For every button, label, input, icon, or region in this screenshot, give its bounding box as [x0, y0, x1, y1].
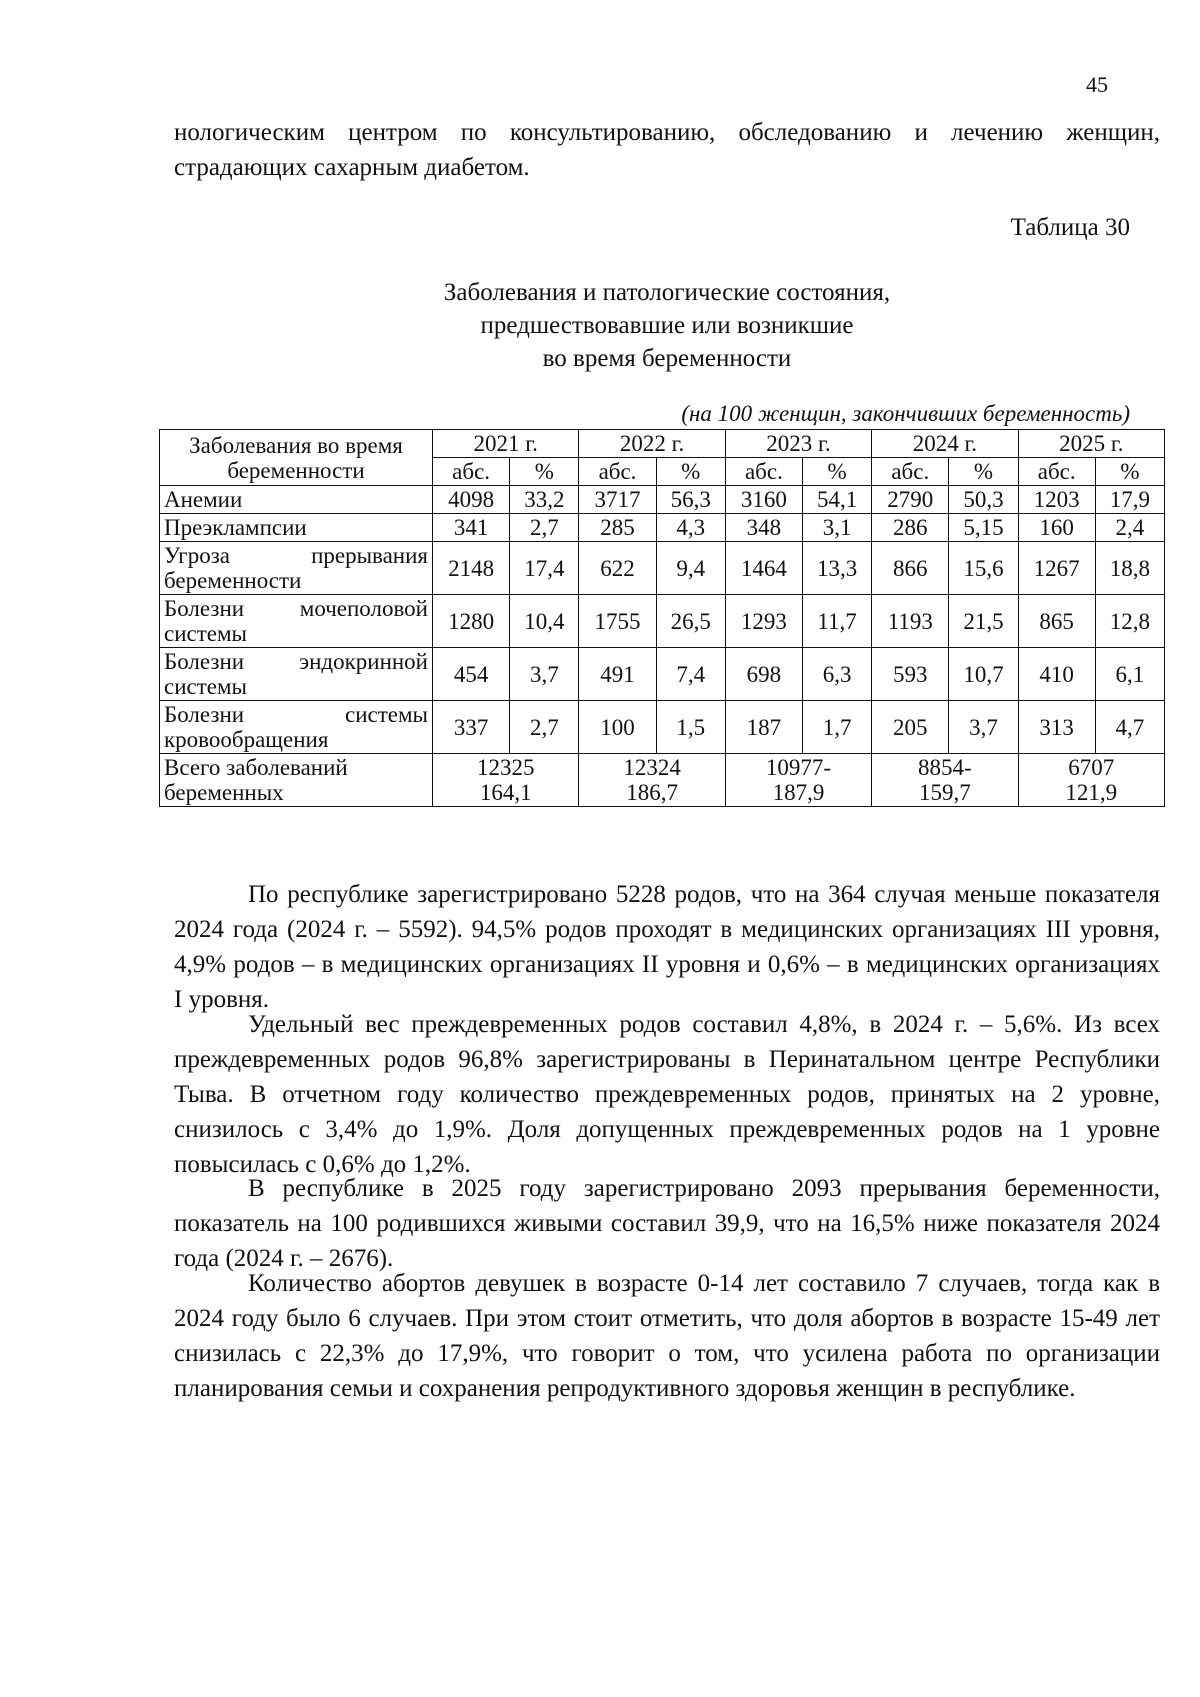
- total-pct: 164,1: [479, 780, 532, 805]
- cell-pct: 26,5: [656, 595, 725, 648]
- cell-pct: 17,4: [510, 542, 579, 595]
- cell-pct: 13,3: [803, 542, 872, 595]
- page-number: 45: [1086, 72, 1108, 97]
- total-cell: [433, 754, 579, 807]
- subheader-abs: абс.: [872, 458, 949, 486]
- cell-abs: 454: [433, 648, 510, 701]
- cell-abs: 2148: [433, 542, 510, 595]
- cell-abs: 622: [579, 542, 656, 595]
- row-disease-name: Преэклампсии: [160, 514, 433, 542]
- cell-abs: 4098: [433, 486, 510, 514]
- cell-pct: 10,7: [949, 648, 1018, 701]
- total-abs: 12325: [476, 755, 535, 780]
- cell-pct: 11,7: [803, 595, 872, 648]
- total-row-name: Всего заболеваний беременных: [160, 754, 433, 807]
- table-title-line: предшествовавшие или возникшие: [480, 312, 854, 339]
- cell-pct: 9,4: [656, 542, 725, 595]
- subheader-pct: %: [949, 458, 1018, 486]
- cell-abs: 1755: [579, 595, 656, 648]
- table-note: (на 100 женщин, закончивших беременность): [681, 401, 1130, 426]
- total-pct: 187,9: [772, 780, 825, 805]
- cell-abs: 593: [872, 648, 949, 701]
- cell-pct: 5,15: [949, 514, 1018, 542]
- row-disease-name: Анемии: [160, 486, 433, 514]
- subheader-abs: абс.: [1018, 458, 1095, 486]
- cell-pct: 7,4: [656, 648, 725, 701]
- cell-abs: 1293: [725, 595, 802, 648]
- cell-abs: 698: [725, 648, 802, 701]
- cell-pct: 10,4: [510, 595, 579, 648]
- header-diseases: Заболевания во время беременности: [160, 430, 433, 486]
- cell-abs: 865: [1018, 595, 1095, 648]
- cell-pct: 15,6: [949, 542, 1018, 595]
- table-title-line: Заболевания и патологические состояния,: [443, 279, 891, 306]
- cell-abs: 205: [872, 701, 949, 754]
- table-body: [160, 486, 1165, 807]
- header-year: 2025 г.: [1018, 430, 1164, 458]
- subheader-pct: %: [656, 458, 725, 486]
- cell-pct: 2,7: [510, 701, 579, 754]
- cell-abs: 1203: [1018, 486, 1095, 514]
- subheader-abs: абс.: [725, 458, 802, 486]
- cell-abs: 187: [725, 701, 802, 754]
- cell-pct: 50,3: [949, 486, 1018, 514]
- row-disease-name: Болезни эндокринной системы: [160, 648, 433, 701]
- subheader-pct: %: [803, 458, 872, 486]
- cell-pct: 1,7: [803, 701, 872, 754]
- cell-pct: 54,1: [803, 486, 872, 514]
- table-row: [160, 701, 1165, 754]
- body-paragraph: Количество абортов девушек в возрасте 0-14 лет составило 7 случаев, тогда как в 2024 году было 6 случаев. При этом стоит отметить, что доля абортов в возрасте 15-49 лет снизилась с 22,3% до 17,9%, что говорит о том, что усилена работа по организации планирования семьи и сохранения репродуктивного здоровья женщин в республике.: [174, 1270, 1160, 1402]
- cell-pct: 1,5: [656, 701, 725, 754]
- cell-pct: 2,4: [1095, 514, 1164, 542]
- cell-abs: 348: [725, 514, 802, 542]
- cell-abs: 1193: [872, 595, 949, 648]
- table-row: [160, 542, 1165, 595]
- total-abs: 12324: [623, 755, 681, 780]
- diseases-table: [159, 429, 1165, 807]
- cell-abs: 491: [579, 648, 656, 701]
- cell-abs: 2790: [872, 486, 949, 514]
- total-abs: 10977-: [765, 755, 832, 780]
- header-year: 2023 г.: [725, 430, 871, 458]
- cell-pct: 18,8: [1095, 542, 1164, 595]
- cell-pct: 12,8: [1095, 595, 1164, 648]
- body-paragraph: По республике зарегистрировано 5228 родов, что на 364 случая меньше показателя 2024 года (2024 г. – 5592). 94,5% родов проходят в медицинских организациях III уровня, 4,9% родов – в медицинских организациях II уровня и 0,6% – в медицинских организациях I уровня.: [174, 881, 1160, 1013]
- cell-abs: 1280: [433, 595, 510, 648]
- cell-pct: 17,9: [1095, 486, 1164, 514]
- row-disease-name: Угроза прерывания беременности: [160, 542, 433, 595]
- cell-pct: 3,7: [949, 701, 1018, 754]
- table-row: [160, 595, 1165, 648]
- table-title-line: во время беременности: [542, 345, 792, 372]
- cell-pct: 3,7: [510, 648, 579, 701]
- cell-pct: 4,3: [656, 514, 725, 542]
- table-header-row: [160, 430, 1165, 458]
- cell-abs: 337: [433, 701, 510, 754]
- cell-pct: 56,3: [656, 486, 725, 514]
- cell-abs: 160: [1018, 514, 1095, 542]
- cell-pct: 2,7: [510, 514, 579, 542]
- table-total-row: [160, 754, 1165, 807]
- subheader-pct: %: [510, 458, 579, 486]
- cell-abs: 3160: [725, 486, 802, 514]
- header-year: 2021 г.: [433, 430, 579, 458]
- total-cell: [579, 754, 725, 807]
- subheader-abs: абс.: [579, 458, 656, 486]
- total-pct: 186,7: [626, 780, 678, 805]
- cell-pct: 6,1: [1095, 648, 1164, 701]
- row-disease-name: Болезни системы кровообращения: [160, 701, 433, 754]
- cell-abs: 313: [1018, 701, 1095, 754]
- table-label: Таблица 30: [1010, 214, 1130, 241]
- intro-paragraph: нологическим центром по консультированию, обследованию и лечению женщин, страдающих сахарным диабетом.: [174, 119, 1160, 181]
- total-cell: [725, 754, 871, 807]
- cell-abs: 410: [1018, 648, 1095, 701]
- body-paragraph: В республике в 2025 году зарегистрировано 2093 прерывания беременности, показатель на 100 родившихся живыми составил 39,9, что на 16,5% ниже показателя 2024 года (2024 г. – 2676).: [174, 1175, 1160, 1272]
- cell-abs: 286: [872, 514, 949, 542]
- cell-pct: 21,5: [949, 595, 1018, 648]
- cell-abs: 1267: [1018, 542, 1095, 595]
- subheader-pct: %: [1095, 458, 1164, 486]
- cell-abs: 866: [872, 542, 949, 595]
- cell-abs: 3717: [579, 486, 656, 514]
- cell-abs: 285: [579, 514, 656, 542]
- cell-pct: 3,1: [803, 514, 872, 542]
- cell-abs: 1464: [725, 542, 802, 595]
- total-abs: 6707: [1068, 755, 1115, 780]
- table-title: [174, 276, 1160, 375]
- table-row: [160, 486, 1165, 514]
- total-abs: 8854-: [918, 755, 972, 780]
- total-pct: 159,7: [918, 780, 971, 805]
- total-cell: [1018, 754, 1164, 807]
- header-year: 2024 г.: [872, 430, 1018, 458]
- body-paragraph: Удельный вес преждевременных родов составил 4,8%, в 2024 г. – 5,6%. Из всех преждевременных родов 96,8% зарегистрированы в Перинатальном центре Республики Тыва. В отчетном году количество преждевременных родов, принятых на 2 уровне, снизилось с 3,4% до 1,9%. Доля допущенных преждевременных родов на 1 уровне повысилась с 0,6% до 1,2%.: [174, 1011, 1160, 1178]
- cell-pct: 33,2: [510, 486, 579, 514]
- total-pct: 121,9: [1065, 780, 1118, 805]
- table-row: [160, 514, 1165, 542]
- cell-pct: 4,7: [1095, 701, 1164, 754]
- table-row: [160, 648, 1165, 701]
- row-disease-name: Болезни мочеполовой системы: [160, 595, 433, 648]
- cell-abs: 100: [579, 701, 656, 754]
- total-cell: [872, 754, 1018, 807]
- header-year: 2022 г.: [579, 430, 725, 458]
- cell-pct: 6,3: [803, 648, 872, 701]
- cell-abs: 341: [433, 514, 510, 542]
- subheader-abs: абс.: [433, 458, 510, 486]
